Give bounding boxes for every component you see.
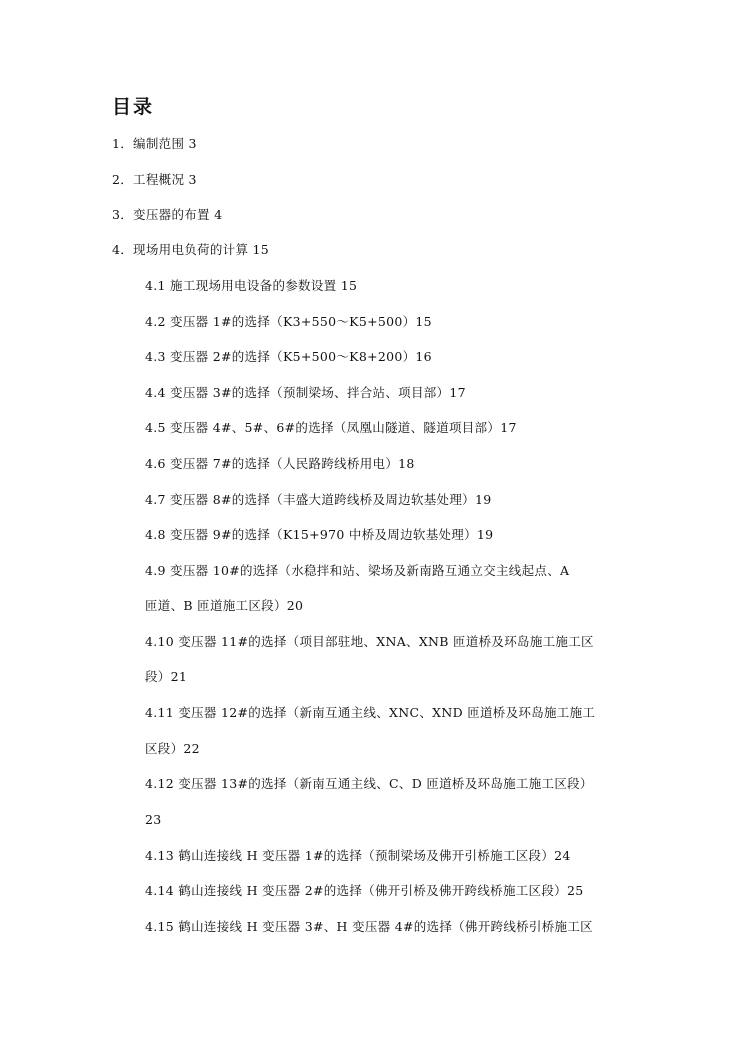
toc-entry-4-12-cont[interactable]: 23 <box>145 812 162 827</box>
toc-entry-4-6[interactable]: 4.6 变压器 7#的选择（人民路跨线桥用电）18 <box>145 456 415 471</box>
toc-entry-4-8[interactable]: 4.8 变压器 9#的选择（K15+970 中桥及周边软基处理）19 <box>145 527 494 542</box>
toc-title: 目录 <box>112 96 155 118</box>
toc-entry-4-10[interactable]: 4.10 变压器 11#的选择（项目部驻地、XNA、XNB 匝道桥及环岛施工施工区 <box>145 634 594 649</box>
toc-entry-4-4[interactable]: 4.4 变压器 3#的选择（预制梁场、拌合站、项目部）17 <box>145 385 466 400</box>
toc-entry-4-9[interactable]: 4.9 变压器 10#的选择（水稳拌和站、梁场及新南路互通立交主线起点、A <box>145 563 570 578</box>
toc-entry-4-11-cont[interactable]: 区段）22 <box>145 741 200 756</box>
toc-entry-4-3[interactable]: 4.3 变压器 2#的选择（K5+500～K8+200）16 <box>145 349 432 364</box>
toc-entry-4-5[interactable]: 4.5 变压器 4#、5#、6#的选择（凤凰山隧道、隧道项目部）17 <box>145 420 517 435</box>
toc-entry-4-13[interactable]: 4.13 鹤山连接线 H 变压器 1#的选择（预制梁场及佛开引桥施工区段）24 <box>145 848 571 863</box>
toc-entry-4-2[interactable]: 4.2 变压器 1#的选择（K3+550～K5+500）15 <box>145 314 432 329</box>
toc-entry-3[interactable]: 3．变压器的布置 4 <box>112 207 223 222</box>
toc-entry-4-12[interactable]: 4.12 变压器 13#的选择（新南互通主线、C、D 匝道桥及环岛施工施工区段） <box>145 776 593 791</box>
toc-entry-4[interactable]: 4．现场用电负荷的计算 15 <box>112 242 270 257</box>
toc-entry-4-1[interactable]: 4.1 施工现场用电设备的参数设置 15 <box>145 278 358 293</box>
toc-entry-4-14[interactable]: 4.14 鹤山连接线 H 变压器 2#的选择（佛开引桥及佛开跨线桥施工区段）25 <box>145 883 584 898</box>
toc-entry-4-9-cont[interactable]: 匝道、B 匝道施工区段）20 <box>145 598 304 613</box>
toc-entry-4-15[interactable]: 4.15 鹤山连接线 H 变压器 3#、H 变压器 4#的选择（佛开跨线桥引桥施工区 <box>145 919 593 934</box>
toc-entry-4-11[interactable]: 4.11 变压器 12#的选择（新南互通主线、XNC、XND 匝道桥及环岛施工施工 <box>145 705 596 720</box>
toc-entry-4-7[interactable]: 4.7 变压器 8#的选择（丰盛大道跨线桥及周边软基处理）19 <box>145 492 492 507</box>
toc-entry-1[interactable]: 1．编制范围 3 <box>112 136 197 151</box>
toc-entry-2[interactable]: 2．工程概况 3 <box>112 172 197 187</box>
toc-entry-4-10-cont[interactable]: 段）21 <box>145 669 188 684</box>
